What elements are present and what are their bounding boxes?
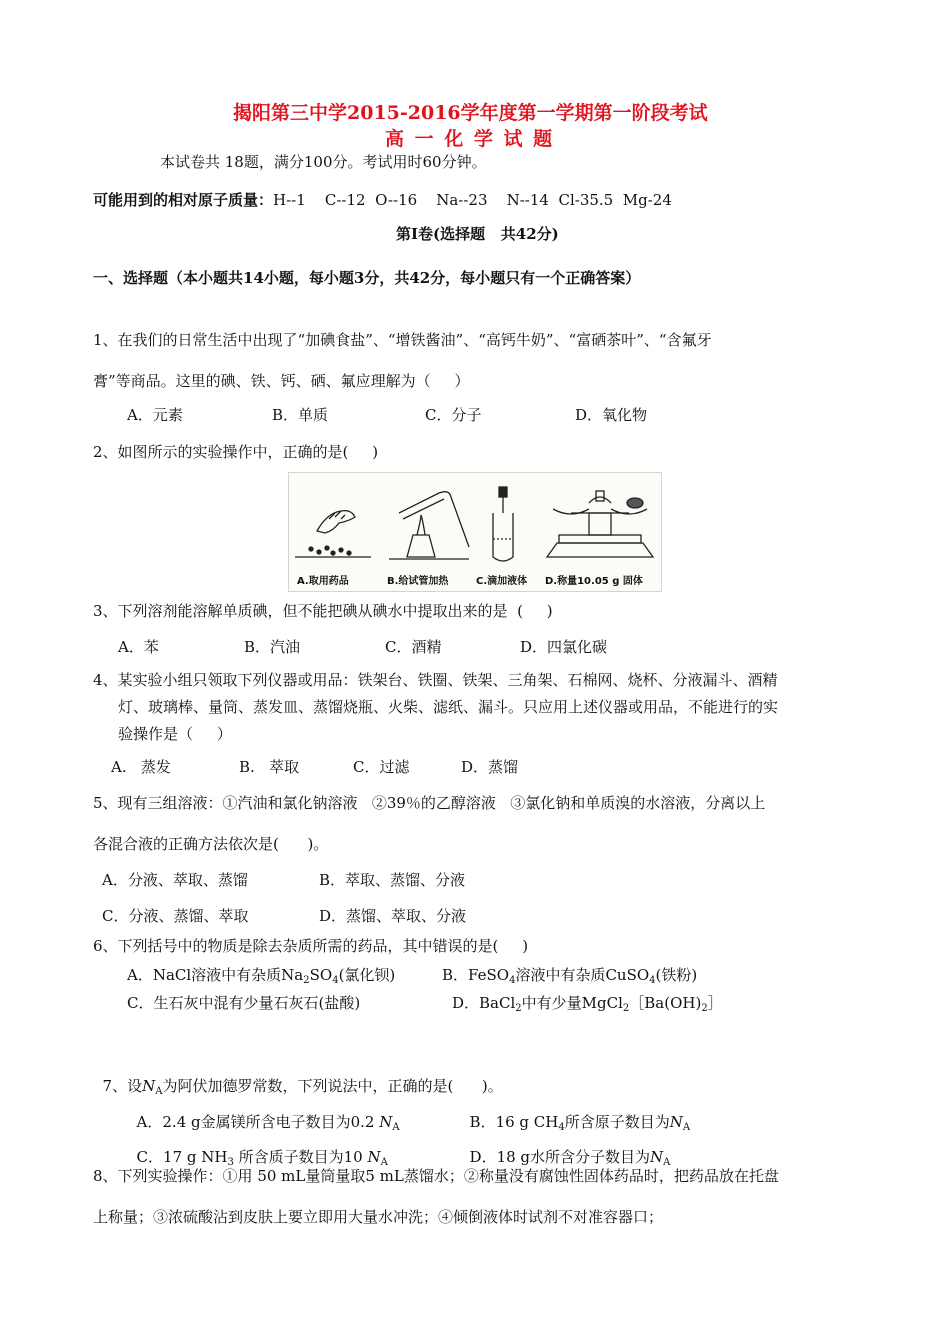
q7-c-na-sub: A — [380, 1157, 388, 1168]
q5-option-d: D．蒸馏、萃取、分液 — [319, 907, 467, 925]
q4-option-c: C．过滤 — [353, 758, 410, 776]
q5-option-c: C．分液、蒸馏、萃取 — [102, 907, 249, 925]
q3-option-c: C．酒精 — [385, 638, 442, 656]
q3-stem: 3、下列溶剂能溶解单质碘，但不能把碘从碘水中提取出来的是 ( ) — [93, 602, 553, 620]
q1-option-c: C．分子 — [425, 406, 482, 424]
q4-stem-line2: 灯、玻璃棒、量筒、蒸发皿、蒸馏烧瓶、火柴、滤纸、漏斗。只应用上述仪器或用品，不能进行的实 — [118, 698, 779, 716]
q5-stem-line1: 5、现有三组溶液：①汽油和氯化钠溶液 ②39％的乙醇溶液 ③氯化钠和单质溴的水溶液，分离以上 — [93, 794, 766, 812]
q7-b-sub: 4 — [558, 1122, 565, 1133]
atomic-mass-label: 可能用到的相对原子质量： — [93, 191, 274, 209]
adding-liquid-drawing — [493, 487, 513, 561]
q7-c-text-1: C．17 g NH — [136, 1148, 228, 1166]
figure-caption-b: B.给试管加热 — [387, 576, 449, 587]
q6-a-text-3: (氯化钡) — [338, 966, 396, 984]
q6-a-text-2: SO — [309, 966, 333, 984]
q7-c-sub: 3 — [227, 1157, 234, 1168]
q1-option-d: D．氧化物 — [575, 406, 648, 424]
section-instructions: 一、选择题（本小题共14小题，每小题3分，共42分，每小题只有一个正确答案） — [93, 269, 641, 287]
q1-stem-line1: 1、在我们的日常生活中出现了“加碘食盐”、“增铁酱油”、“高钙牛奶”、“富硒茶叶”、“含氟牙 — [93, 331, 712, 349]
q6-d-text-1: D．BaCl — [452, 994, 516, 1012]
q1-option-a: A．元素 — [127, 406, 183, 424]
atomic-mass-values: H--1 C--12 O--16 Na--23 N--14 Cl-35.5 Mg-24 — [273, 191, 672, 209]
q6-b-text-1: B．FeSO — [442, 966, 510, 984]
heating-test-tube-drawing — [389, 492, 469, 559]
q6-a-text-1: A．NaCl溶液中有杂质Na — [127, 966, 304, 984]
q8-stem-line1: 8、下列实验操作：①用 50 mL量筒量取5 mL蒸馏水；②称量没有腐蚀性固体药品时，把药品放在托盘 — [93, 1167, 779, 1185]
q5-option-b: B．萃取、蒸馏、分液 — [319, 871, 466, 889]
q7-b-na: N — [669, 1113, 683, 1131]
q6-option-a — [127, 964, 395, 986]
q7-stem-text-1: 7、设 — [102, 1077, 143, 1095]
q6-d-sub-1: 2 — [515, 1003, 522, 1014]
q6-option-b — [442, 964, 697, 986]
q6-stem: 6、下列括号中的物质是除去杂质所需的药品，其中错误的是( ) — [93, 937, 529, 955]
section-title: 第Ⅰ卷(选择题 共42分) — [396, 225, 559, 243]
q6-d-text-4: ］ — [707, 994, 723, 1012]
q4-option-b: B. 萃取 — [239, 758, 300, 776]
q4-option-a: A. 蒸发 — [111, 758, 171, 776]
q5-stem-line2: 各混合液的正确方法依次是( )。 — [93, 835, 329, 853]
q1-option-b: B．单质 — [272, 406, 329, 424]
q6-b-sub-1: 4 — [509, 975, 516, 986]
exam-title: 揭阳第三中学2015-2016学年度第一学期第一阶段考试 — [233, 102, 708, 124]
exam-intro: 本试卷共 18题，满分100分。考试用时60分钟。 — [160, 153, 487, 171]
q6-a-sub-2: 4 — [332, 975, 339, 986]
q4-option-d: D．蒸馏 — [461, 758, 519, 776]
q7-b-text-1: B．16 g CH — [469, 1113, 559, 1131]
q6-d-sub-2: 2 — [622, 1003, 630, 1014]
lab-operations-illustration — [289, 473, 661, 573]
q7-option-a — [127, 1093, 400, 1133]
q7-d-na: N — [650, 1148, 664, 1166]
q6-option-d — [452, 992, 723, 1014]
q8-stem-line2: 上称量；③浓硫酸沾到皮肤上要立即用大量水冲洗；④倾倒液体时试剂不对准容器口； — [93, 1208, 664, 1226]
q6-a-sub-1: 2 — [303, 975, 310, 986]
q6-b-sub-2: 4 — [649, 975, 656, 986]
exam-subtitle: 高 一 化 学 试 题 — [385, 128, 555, 150]
q7-c-na: N — [367, 1148, 381, 1166]
q6-d-text-3: ［Ba(OH) — [629, 994, 702, 1012]
q7-d-na-sub: A — [663, 1157, 671, 1168]
figure-caption-a: A.取用药品 — [297, 576, 349, 587]
q2-stem: 2、如图所示的实验操作中，正确的是( ) — [93, 443, 379, 461]
q7-stem — [93, 1057, 503, 1097]
q6-d-text-2: 中有少量MgCl — [521, 994, 623, 1012]
q7-option-c — [127, 1128, 388, 1168]
q3-option-d: D．四氯化碳 — [520, 638, 608, 656]
q7-stem-text-2: 为阿伏加德罗常数，下列说法中，正确的是( )。 — [162, 1077, 503, 1095]
q2-figure — [288, 472, 662, 592]
q6-option-c: C．生石灰中混有少量石灰石(盐酸) — [127, 994, 361, 1012]
q7-na-sub: A — [155, 1086, 163, 1097]
q4-stem-line1: 4、某实验小组只领取下列仪器或用品：铁架台、铁圈、铁架、三角架、石棉网、烧杯、分液漏斗、酒精 — [93, 671, 778, 689]
q7-a-text: A．2.4 g金属镁所含电子数目为0.2 — [136, 1113, 380, 1131]
atomic-mass-line — [93, 189, 672, 210]
q7-d-text: D．18 g水所含分子数目为 — [469, 1148, 651, 1166]
q7-c-text-2: 所含质子数目为10 — [233, 1148, 368, 1166]
q5-option-a: A．分液、萃取、蒸馏 — [102, 871, 248, 889]
q7-a-na: N — [379, 1113, 393, 1131]
q7-option-d — [460, 1128, 670, 1168]
q4-stem-line3: 验操作是（ ） — [118, 725, 232, 743]
q6-b-text-3: (铁粉) — [655, 966, 698, 984]
q7-a-na-sub: A — [392, 1122, 400, 1133]
q1-stem-line2: 膏”等商品。这里的碘、铁、钙、硒、氟应理解为（ ） — [93, 372, 470, 390]
q7-b-na-sub: A — [682, 1122, 691, 1133]
figure-caption-c: C.滴加液体 — [476, 576, 528, 587]
q6-d-sub-3: 2 — [701, 1003, 708, 1014]
q7-na-symbol: N — [142, 1077, 156, 1095]
q6-b-text-2: 溶液中有杂质CuSO — [515, 966, 650, 984]
q3-option-a: A．苯 — [118, 638, 159, 656]
balance-drawing — [547, 491, 653, 557]
taking-reagent-drawing — [295, 511, 371, 557]
q3-option-b: B．汽油 — [244, 638, 301, 656]
q7-option-b — [460, 1093, 690, 1133]
figure-caption-d: D.称量10.05 g 固体 — [545, 576, 643, 587]
q7-b-text-2: 所含原子数目为 — [564, 1113, 670, 1131]
